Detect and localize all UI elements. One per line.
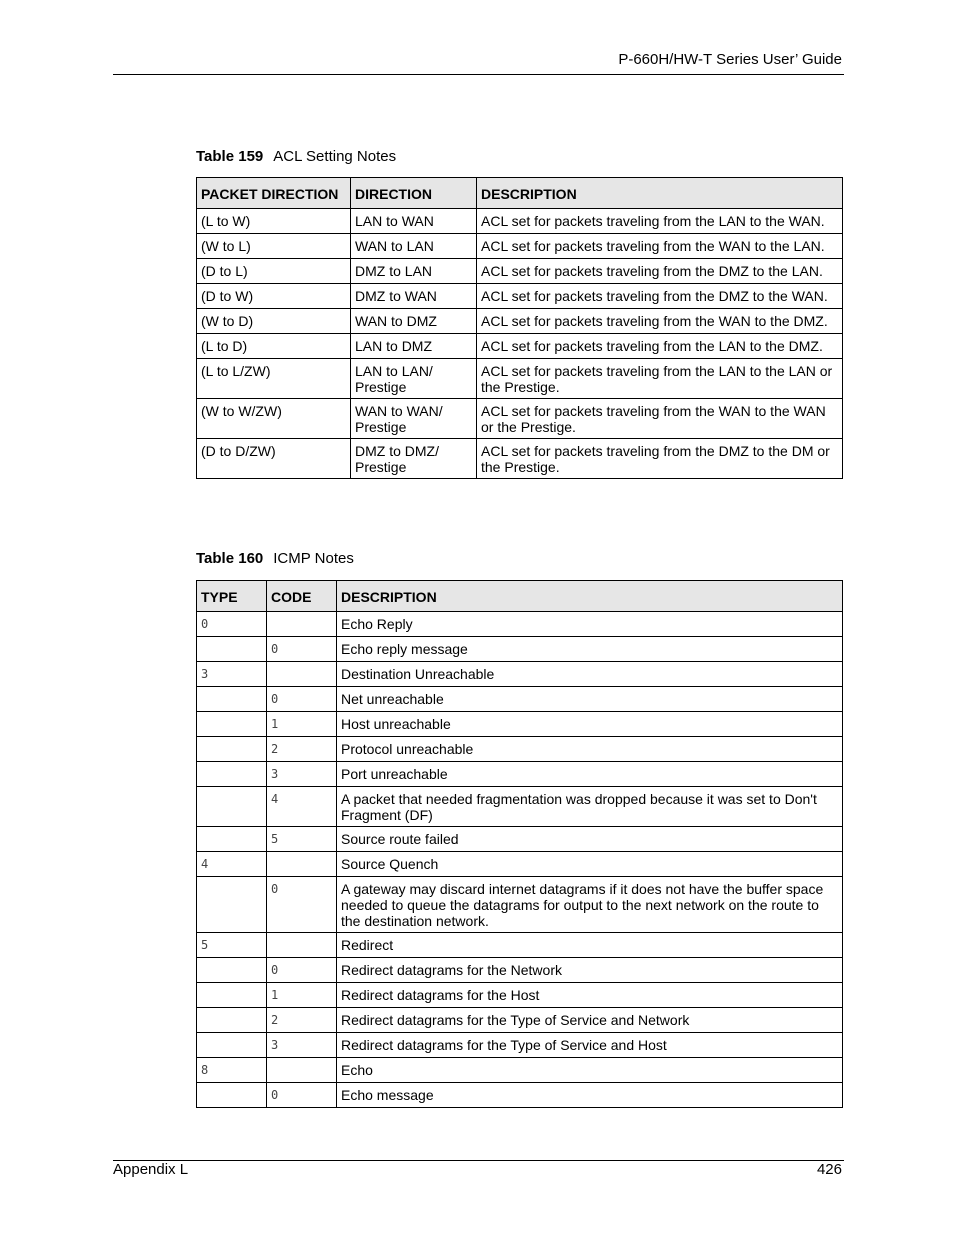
table-cell: Redirect datagrams for the Host: [337, 983, 843, 1008]
table-cell: Source Quench: [337, 852, 843, 877]
table-row: [197, 737, 843, 762]
table-cell: 0: [267, 958, 337, 983]
table-cell: [197, 737, 267, 762]
table-row: [197, 662, 843, 687]
table-cell: Host unreachable: [337, 712, 843, 737]
table160-label: Table 160: [196, 550, 264, 567]
table-cell: Protocol unreachable: [337, 737, 843, 762]
table160-col-type: TYPE: [197, 581, 267, 612]
table-cell: 5: [197, 933, 267, 958]
table-cell: ACL set for packets traveling from the WAN to the DMZ.: [477, 309, 843, 334]
table-cell: Redirect datagrams for the Type of Service and Network: [337, 1008, 843, 1033]
table-cell: 5: [267, 827, 337, 852]
table-row: [197, 309, 843, 334]
table-cell: 0: [267, 687, 337, 712]
table-cell: Echo Reply: [337, 612, 843, 637]
table-row: [197, 259, 843, 284]
table-row: [197, 852, 843, 877]
table-cell: 1: [267, 712, 337, 737]
table-cell: 1: [267, 983, 337, 1008]
table-cell: 0: [267, 877, 337, 933]
table159-caption: [196, 148, 396, 165]
table159-col-direction: DIRECTION: [351, 178, 477, 209]
table-cell: (W to W/ZW): [197, 399, 351, 439]
table-cell: 2: [267, 737, 337, 762]
table-row: [197, 933, 843, 958]
table-cell: Destination Unreachable: [337, 662, 843, 687]
table160-icmp-notes: [196, 580, 843, 1108]
table-cell: Source route failed: [337, 827, 843, 852]
table-cell: Echo: [337, 1058, 843, 1083]
table-cell: 3: [197, 662, 267, 687]
table-cell: A packet that needed fragmentation was dropped because it was set to Don't Fragment (DF): [337, 787, 843, 827]
table-cell: 3: [267, 762, 337, 787]
table-cell: Port unreachable: [337, 762, 843, 787]
table-cell: [197, 877, 267, 933]
table-cell: 3: [267, 1033, 337, 1058]
table159-title: ACL Setting Notes: [273, 148, 397, 165]
table-cell: 0: [267, 1083, 337, 1108]
table-cell: 0: [267, 637, 337, 662]
table-cell: (L to L/ZW): [197, 359, 351, 399]
table159-header-row: [197, 178, 843, 209]
table-cell: (L to W): [197, 209, 351, 234]
table-cell: ACL set for packets traveling from the DMZ to the LAN.: [477, 259, 843, 284]
table-cell: DMZ to DMZ/ Prestige: [351, 439, 477, 479]
table-cell: (W to L): [197, 234, 351, 259]
table-row: [197, 983, 843, 1008]
table-cell: (D to W): [197, 284, 351, 309]
table-cell: Echo reply message: [337, 637, 843, 662]
table-cell: [197, 787, 267, 827]
table-cell: ACL set for packets traveling from the DMZ to the DM or the Prestige.: [477, 439, 843, 479]
table-cell: LAN to WAN: [351, 209, 477, 234]
table-row: [197, 359, 843, 399]
table-row: [197, 209, 843, 234]
table-row: [197, 958, 843, 983]
table-row: [197, 612, 843, 637]
table160-title: ICMP Notes: [273, 550, 354, 567]
table-cell: [197, 712, 267, 737]
table-cell: WAN to WAN/ Prestige: [351, 399, 477, 439]
table-cell: [197, 1008, 267, 1033]
table-cell: [267, 933, 337, 958]
table159-col-packet-direction: PACKET DIRECTION: [197, 178, 351, 209]
table-cell: [267, 852, 337, 877]
table-cell: 2: [267, 1008, 337, 1033]
table-cell: (L to D): [197, 334, 351, 359]
table-cell: DMZ to WAN: [351, 284, 477, 309]
table-row: [197, 399, 843, 439]
table-cell: [197, 762, 267, 787]
table-cell: 4: [267, 787, 337, 827]
table-row: [197, 334, 843, 359]
table160-col-description: DESCRIPTION: [337, 581, 843, 612]
table-cell: [267, 662, 337, 687]
table-cell: 0: [197, 612, 267, 637]
table-row: [197, 1083, 843, 1108]
table-row: [197, 762, 843, 787]
table-cell: [197, 958, 267, 983]
table-cell: ACL set for packets traveling from the LAN to the WAN.: [477, 209, 843, 234]
table-cell: [267, 1058, 337, 1083]
table-cell: ACL set for packets traveling from the LAN to the LAN or the Prestige.: [477, 359, 843, 399]
table-row: [197, 787, 843, 827]
table-row: [197, 1058, 843, 1083]
table-cell: [197, 1083, 267, 1108]
table159-col-description: DESCRIPTION: [477, 178, 843, 209]
table-cell: [197, 687, 267, 712]
table-row: [197, 1033, 843, 1058]
table-cell: WAN to LAN: [351, 234, 477, 259]
table-cell: 8: [197, 1058, 267, 1083]
table-cell: ACL set for packets traveling from the WAN to the LAN.: [477, 234, 843, 259]
table-cell: LAN to LAN/ Prestige: [351, 359, 477, 399]
table-cell: ACL set for packets traveling from the LAN to the DMZ.: [477, 334, 843, 359]
header-title: P-660H/HW-T Series User’ Guide: [618, 51, 842, 68]
table-row: [197, 1008, 843, 1033]
table-cell: (W to D): [197, 309, 351, 334]
footer-section: Appendix L: [113, 1161, 189, 1178]
table-cell: LAN to DMZ: [351, 334, 477, 359]
table-cell: A gateway may discard internet datagrams if it does not have the buffer space needed to queue the datagrams for output to the next network on the route to the destination network.: [337, 877, 843, 933]
table-cell: (D to D/ZW): [197, 439, 351, 479]
table-cell: [197, 1033, 267, 1058]
footer-page-number: 426: [816, 1161, 842, 1178]
table159-acl-setting-notes: [196, 177, 843, 479]
table-row: [197, 637, 843, 662]
table-cell: DMZ to LAN: [351, 259, 477, 284]
header-rule: [113, 74, 844, 75]
table-cell: [267, 612, 337, 637]
table-cell: Redirect datagrams for the Network: [337, 958, 843, 983]
table-row: [197, 687, 843, 712]
table-row: [197, 877, 843, 933]
table-cell: [197, 637, 267, 662]
table160-col-code: CODE: [267, 581, 337, 612]
table160-header-row: [197, 581, 843, 612]
table-cell: (D to L): [197, 259, 351, 284]
table-cell: Net unreachable: [337, 687, 843, 712]
table-cell: Echo message: [337, 1083, 843, 1108]
table159-label: Table 159: [196, 148, 264, 165]
table-row: [197, 712, 843, 737]
table-cell: 4: [197, 852, 267, 877]
table-cell: Redirect: [337, 933, 843, 958]
table-cell: WAN to DMZ: [351, 309, 477, 334]
table160-caption: [196, 550, 354, 567]
table-row: [197, 439, 843, 479]
table-row: [197, 827, 843, 852]
table-row: [197, 284, 843, 309]
table-cell: Redirect datagrams for the Type of Service and Host: [337, 1033, 843, 1058]
table-row: [197, 234, 843, 259]
table-cell: ACL set for packets traveling from the WAN to the WAN or the Prestige.: [477, 399, 843, 439]
footer-rule: [113, 1160, 844, 1161]
table-cell: ACL set for packets traveling from the DMZ to the WAN.: [477, 284, 843, 309]
table-cell: [197, 827, 267, 852]
table-cell: [197, 983, 267, 1008]
